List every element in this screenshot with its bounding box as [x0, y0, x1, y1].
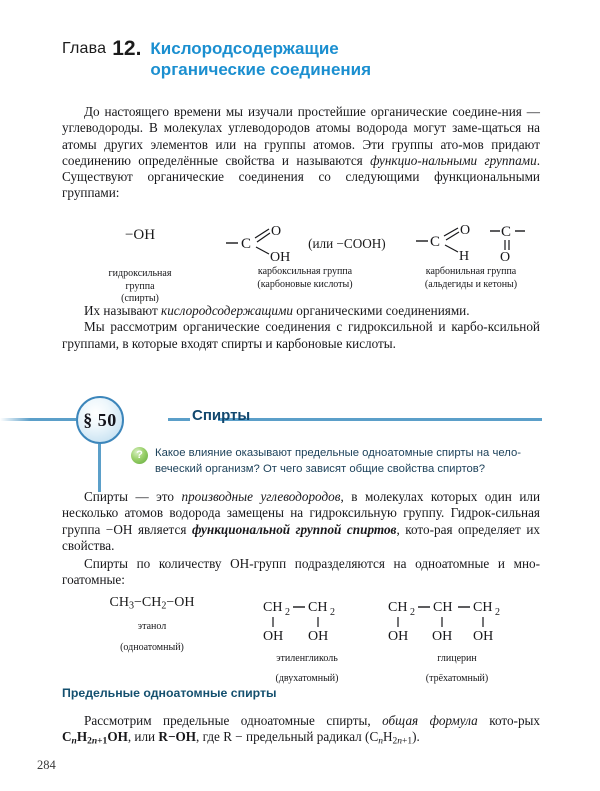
carboxyl-caption-2: (карбоновые кислоты)	[257, 278, 353, 290]
aldehyde-structure-icon	[414, 222, 478, 266]
ethanol-name: этанол	[137, 620, 167, 632]
carbonyl-formula	[402, 222, 540, 262]
svg-text:O: O	[460, 223, 471, 238]
chapter-number: 12.	[112, 37, 142, 60]
glycerin-name: глицерин	[437, 653, 477, 664]
alc-def-c: , кото-рая определяет их свойства.	[62, 521, 540, 553]
paragraph-general-formula	[62, 713, 540, 750]
svg-text:CH: CH	[263, 600, 283, 615]
svg-text:CH: CH	[473, 600, 493, 615]
ketone-structure-icon	[488, 222, 528, 266]
carbonyl-caption-1: карбонильная группа	[425, 266, 517, 277]
carboxyl-alt-text: (или −СООН)	[308, 236, 386, 252]
svg-text:H: H	[459, 249, 470, 262]
chapter-title: Кислородсодержащие органические соединения	[150, 39, 372, 80]
intro-text-italic: функцио-нальными группами	[370, 152, 537, 168]
formula-glycerin	[374, 596, 540, 685]
gen-text-c: , или	[127, 729, 159, 745]
question-mark-glyph: ?	[136, 449, 143, 461]
formula-ethylene-glycol	[242, 596, 372, 685]
svg-text:CH: CH	[388, 600, 408, 615]
intro-text-a: До настоящего времени мы изучали простейшие органические соедине-ния — углеводороды. В молекулах углеводородов атомы водорода могут заме-щаться на атомы других элементов или на группы атомов. Эти группы ато-мов придают соединению определённые свойства и называются	[62, 104, 540, 168]
naming-text-a: Их называют	[84, 303, 162, 318]
glycol-structure	[242, 596, 372, 646]
naming-text-b: органическими соединениями.	[293, 303, 470, 318]
hydroxyl-formula: −ОН	[124, 227, 156, 243]
formula-carboxyl-group	[210, 222, 400, 291]
section-vertical-line	[98, 444, 101, 492]
svg-text:OH: OH	[388, 629, 409, 642]
alc-def-italic: производные углеводородов	[181, 489, 341, 504]
chapter-label: Глава	[62, 40, 107, 57]
svg-text:2: 2	[410, 607, 415, 618]
svg-text:OH: OH	[432, 629, 453, 642]
section-rule-stub	[168, 418, 190, 421]
carboxyl-formula	[210, 222, 400, 262]
section-title: Спирты	[192, 407, 251, 424]
section-rule-left	[0, 418, 76, 421]
glycol-name: этиленгликоль	[276, 653, 338, 664]
question-mark-icon	[131, 447, 148, 464]
carbonyl-caption-2: (альдегиды и кетоны)	[424, 278, 518, 290]
intro-text-b: . Существуют органические соединения со следующими функциональными группами:	[62, 152, 540, 201]
ethanol-formula: $CH_3-CH_2-OH$	[109, 595, 195, 612]
paragraph-naming	[62, 303, 540, 352]
carboxyl-structure-icon	[224, 222, 300, 266]
svg-text:2: 2	[495, 607, 500, 618]
hydroxyl-caption-3: (спирты)	[121, 293, 159, 305]
ethanol-type: (одноатомный)	[120, 642, 184, 654]
gen-text-d: , где R − предельный радикал	[195, 729, 366, 745]
chapter-heading	[62, 38, 542, 81]
naming-text-c: Мы рассмотрим органические соединения с гидроксильной и карбо-ксильной группами, в которые входят спирты и карбоновые кислоты.	[62, 319, 540, 351]
svg-text:OH: OH	[473, 629, 494, 642]
svg-text:OH: OH	[270, 250, 291, 262]
svg-text:C: C	[430, 234, 441, 250]
alc-def-bolditalic: функциональной группой спиртов	[191, 521, 397, 537]
gen-formula-radical: $(C_nH_{2n+1})$.	[365, 729, 420, 747]
svg-text:2: 2	[285, 607, 290, 618]
formula-carbonyl-group	[402, 222, 540, 291]
formula-ethanol	[62, 596, 242, 655]
svg-text:CH: CH	[433, 600, 453, 615]
paragraph-alcohol-definition	[62, 489, 540, 554]
alcohol-examples-row	[62, 595, 540, 684]
svg-text:OH: OH	[308, 629, 329, 642]
functional-group-row	[62, 222, 540, 305]
svg-text:OH: OH	[263, 629, 284, 642]
section-rule-right	[218, 418, 542, 421]
gen-text-a: Рассмотрим предельные одноатомные спирты,	[84, 713, 383, 728]
gen-text-italic: общая формула	[382, 713, 478, 728]
svg-text:C: C	[500, 224, 511, 240]
page-number: 284	[37, 758, 56, 772]
naming-text-italic: кислородсодержащими	[161, 303, 293, 318]
svg-text:O: O	[271, 224, 282, 239]
svg-text:O: O	[499, 250, 510, 262]
subheading-saturated-monohydric: Предельные одноатомные спирты	[62, 686, 277, 700]
formula-hydroxyl-group	[74, 222, 206, 306]
alc-def-b: , в молекулах которых один или несколько атомов водорода замещены на гидроксильную группу. Гидрок-сильная группа −ОН является	[62, 489, 541, 537]
carboxyl-caption-1: карбоксильная группа	[257, 266, 353, 277]
gen-formula-alt: R−OH	[158, 729, 196, 745]
section-number-badge	[76, 396, 124, 444]
gen-text-b: кото-рых	[477, 713, 541, 728]
glycerin-structure	[374, 596, 540, 646]
gen-formula-main: $C_nH_{2n+1}OH$	[62, 729, 128, 747]
hydroxyl-caption-2: группа	[125, 280, 155, 292]
glycol-type: (двухатомный)	[275, 672, 339, 684]
alc-def-a: Спирты — это	[84, 489, 182, 504]
paragraph-intro	[62, 104, 540, 202]
svg-text:C: C	[241, 236, 252, 252]
hydroxyl-caption-1: гидроксильная	[108, 268, 172, 279]
section-number-label: § 50	[83, 410, 117, 430]
glycerin-type: (трёхатомный)	[425, 672, 489, 684]
paragraph-alcohol-classification: Спирты по количеству ОН-групп подразделяются на одноатомные и мно-гоатомные:	[62, 556, 540, 588]
section-question-text: Какое влияние оказывают предельные одноатомные спирты на чело-веческий организм? От чего зависят общие свойства спиртов?	[155, 447, 522, 475]
svg-text:CH: CH	[308, 600, 328, 615]
svg-text:2: 2	[330, 607, 335, 618]
